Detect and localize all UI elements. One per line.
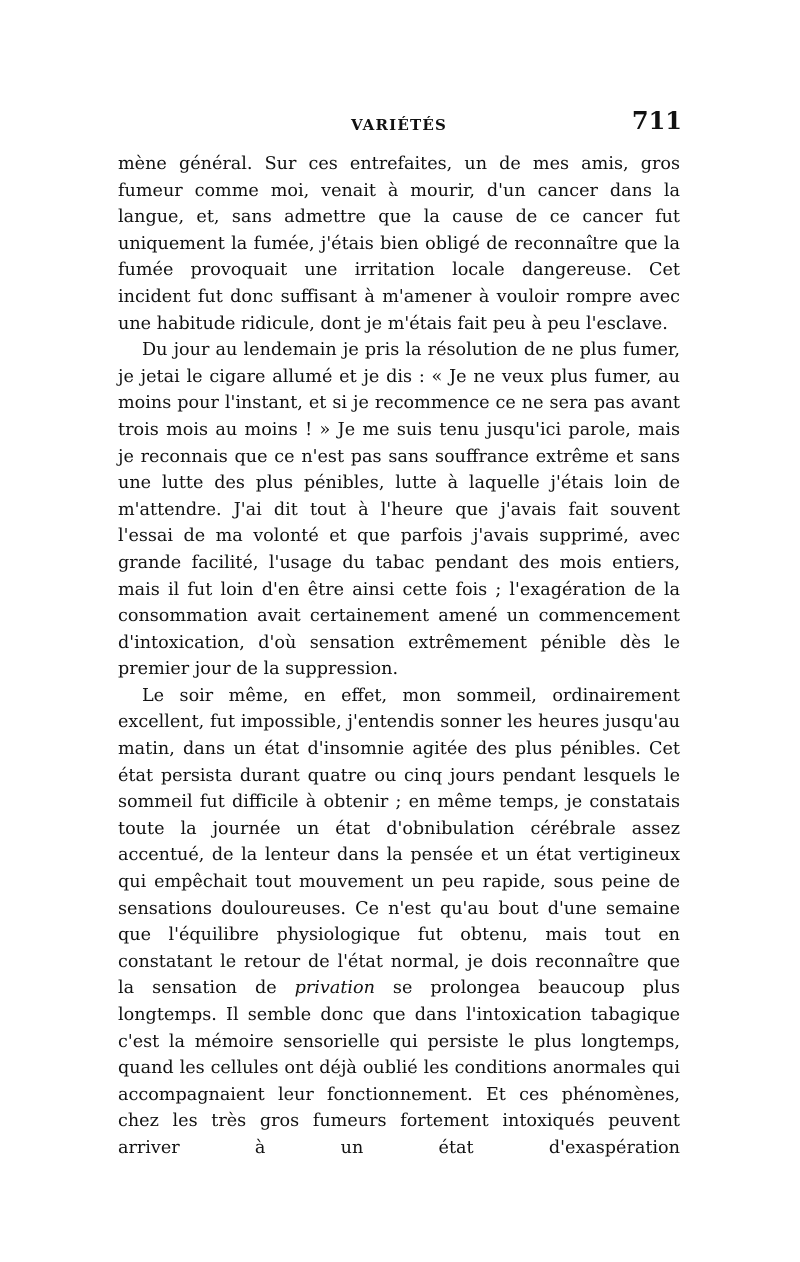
italic-term: privation	[294, 978, 375, 999]
page-number: 711	[631, 106, 682, 135]
running-head	[118, 104, 680, 144]
paragraph: Du jour au lendemain je pris la résolution de ne plus fumer, je jetai le cigare allumé et je dis : « Je ne veux plus fumer, au moins pour l'instant, et si je recommence ce ne sera pas avant trois mois au moins ! » Je me suis tenu jusqu'ici parole, mais je reconnais que ce n'est pas sans souffrance extrême et sans une lutte des plus pénibles, lutte à laquelle j'étais loin de m'attendre. J'ai dit tout à l'heure que j'avais fait souvent l'essai de ma volonté et que parfois j'avais supprimé, avec grande facilité, l'usage du tabac pendant des mois entiers, mais il fut loin d'en être ainsi cette fois ; l'exagération de la consommation avait certainement amené un commencement d'intoxication, d'où sensation extrêmement pénible dès le premier jour de la suppression.	[118, 340, 680, 680]
paragraph: mène général. Sur ces entrefaites, un de mes amis, gros fumeur comme moi, venait à mourir, d'un cancer dans la langue, et, sans admettre que la cause de ce cancer fut uniquement la fumée, j'étais bien obligé de reconnaître que la fumée provoquait une irritation locale dangereuse. Cet incident fut donc suffisant à m'amener à vouloir rompre avec une habitude ridicule, dont je m'étais fait peu à peu l'esclave.	[118, 154, 680, 334]
body-text	[118, 151, 680, 1162]
running-title: VARIÉTÉS	[350, 116, 448, 134]
paragraph-text: Le soir même, en effet, mon sommeil, ordinairement excellent, fut impossible, j'entendis sonner les heures jusqu'au matin, dans un état d'insomnie agitée des plus pénibles. Cet état persista durant quatre ou cinq jours pendant lesquels le sommeil fut difficile à obtenir ; en même temps, je constatais toute la journée un état d'obnibulation cérébrale assez accentué, de la lenteur dans la pensée et un état vertigineux qui empêchait tout mouvement un peu rapide, sous peine de sensations douloureuses. Ce n'est qu'au bout d'une semaine que l'équilibre physiologique fut obtenu, mais tout en constatant le retour de l'état normal, je dois reconnaître que la sensation de	[118, 685, 680, 999]
paragraph	[118, 683, 680, 1162]
paragraph-text: se prolongea beaucoup plus longtemps. Il semble donc que dans l'intoxication tabagique c'est la mémoire sensorielle qui persiste le plus longtemps, quand les cellules ont déjà oublié les conditions anormales qui accompagnaient leur fonctionnement. Et ces phénomènes, chez les très gros fumeurs fortement intoxiqués peuvent arriver à un état d'exaspération	[118, 978, 680, 1158]
